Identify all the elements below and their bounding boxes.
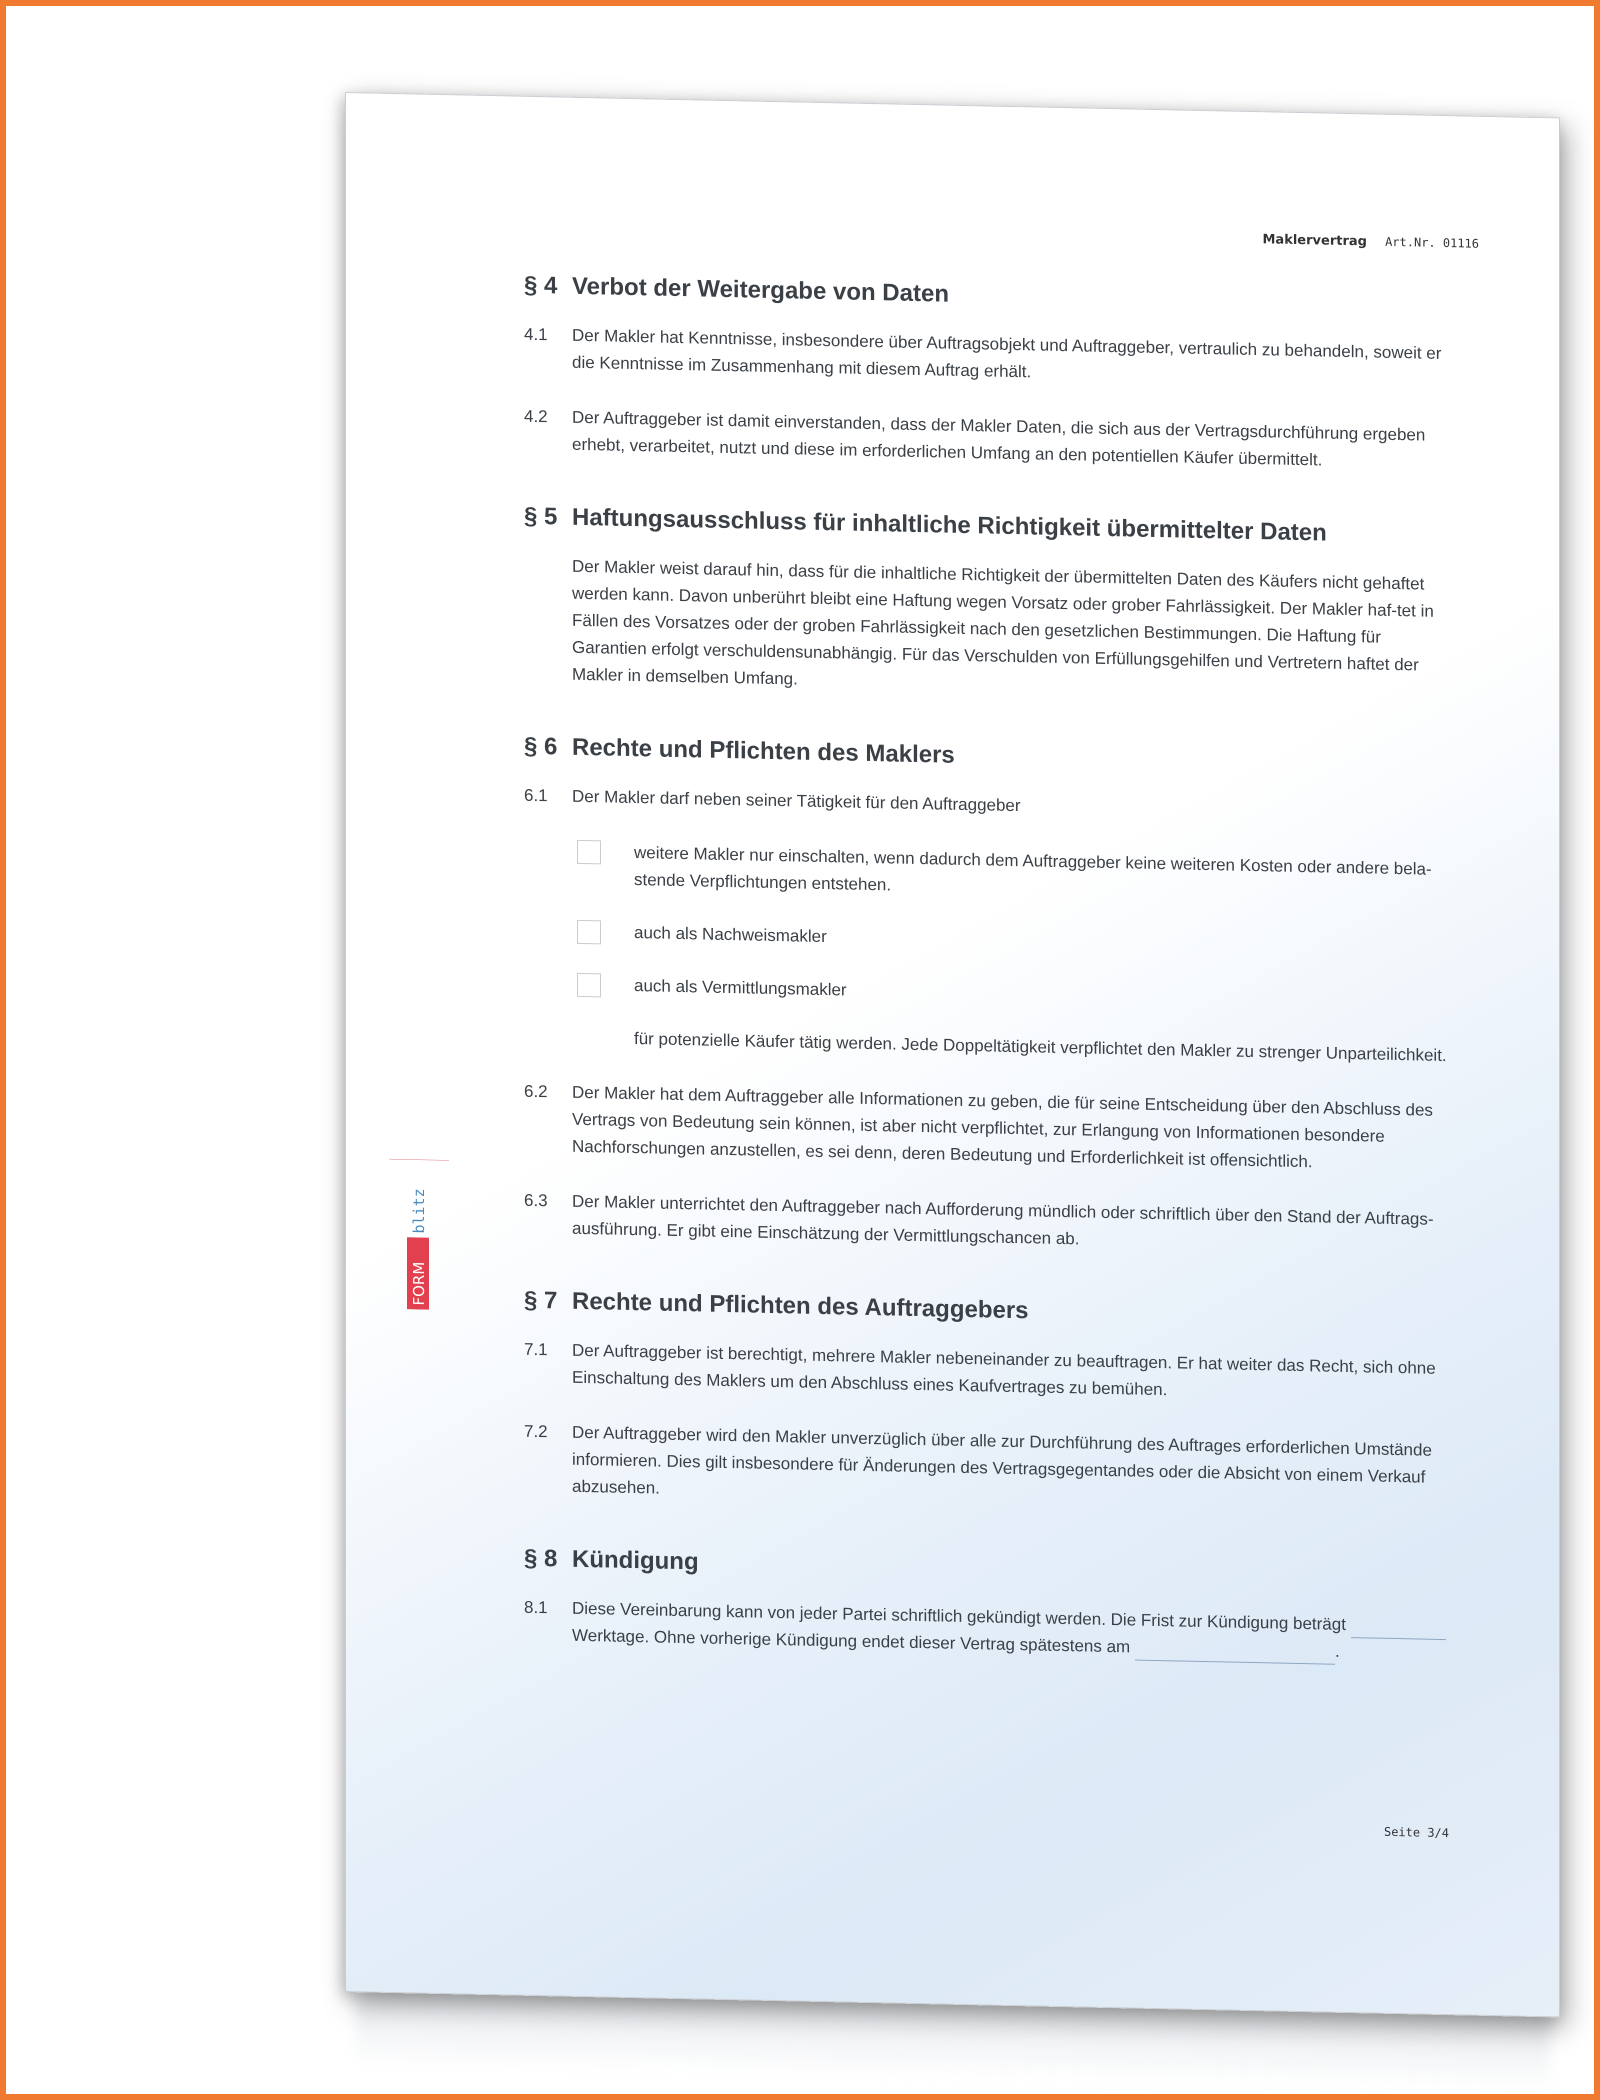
- option-proof-broker: [524, 917, 1454, 963]
- clause-text: Der Makler unterrichtet den Auftraggeber nach Aufforderung mündlich oder schriftlich über den Stand der Auftrags-ausführung. Er gibt eine Einschätzung der Vermittlungschancen ab.: [572, 1191, 1434, 1249]
- section-7-title: Rechte und Pflichten des Auftraggebers: [572, 1287, 1029, 1325]
- option-label: weitere Makler nur einschalten, wenn dadurch dem Auftraggeber keine weiteren Kosten oder andere bela-stende Verpflichtungen entstehen.: [634, 843, 1432, 895]
- clause-text: Der Auftraggeber wird den Makler unverzüglich über alle zur Durchführung des Auftrages erforderlichen Umstände informieren. Dies gilt insbesondere für Änderungen des Vertragsgegentandes oder die Absicht von einem Verkauf abzusehen.: [572, 1422, 1432, 1498]
- section-8-number: § 8: [524, 1544, 558, 1573]
- section-8: [524, 1545, 1454, 1667]
- clause-number: 6.1: [524, 785, 548, 806]
- document-page: [345, 92, 1560, 2017]
- section-7: [524, 1287, 1454, 1518]
- clause-7-2: [524, 1418, 1454, 1518]
- clause-text: Der Auftraggeber ist berechtigt, mehrere Makler nebeneinander zu beauftragen. Er hat weiter das Recht, sich ohne Einschaltung des Maklers um den Abschluss eines Kaufvertrages zu bemühen.: [572, 1340, 1436, 1400]
- section-6-title: Rechte und Pflichten des Maklers: [572, 733, 955, 769]
- clause-number: 7.1: [524, 1339, 548, 1360]
- option-label: auch als Nachweismakler: [634, 923, 827, 947]
- section-5-title: Haftungsausschluss für inhaltliche Richtigkeit übermittelter Daten: [572, 503, 1327, 547]
- page-header: [1262, 232, 1479, 252]
- section-5-text: Der Makler weist darauf hin, dass für die inhaltliche Richtigkeit der übermittelten Daten des Käufers nicht gehaftet werden kann. Davon unberührt bleibt eine Haftung wegen Vorsatz oder grober Fahrlässigkeit. Der Makler haf-tet in Fällen des Vorsatzes oder der groben Fahrlässigkeit nach den gesetzlichen Bestimmungen. Die Haftung für Garantien erfolgt verschuldensunabhängig. Für das Verschulden von Erfüllungsgehilfen und Vertretern haftet der Makler in demselben Umfang.: [572, 556, 1434, 689]
- header-doc-title: Maklervertrag: [1262, 232, 1367, 250]
- option-mediation-broker: [524, 970, 1454, 1016]
- section-7-number: § 7: [524, 1286, 558, 1315]
- option-label: auch als Vermittlungsmakler: [634, 976, 847, 1000]
- clause-text-part3: .: [1334, 1641, 1340, 1661]
- section-4-title: Verbot der Weitergabe von Daten: [572, 272, 949, 308]
- section-8-heading: [524, 1545, 1454, 1591]
- clause-text: Der Makler darf neben seiner Tätigkeit für den Auftraggeber: [572, 786, 1021, 816]
- clause-number: 7.2: [524, 1421, 548, 1442]
- section-4-heading: [524, 272, 1454, 318]
- clause-text-part1: Diese Vereinbarung kann von jeder Partei schriftlich gekündigt werden. Die Frist zur Kündigung beträgt: [572, 1598, 1346, 1634]
- formblitz-logo: [389, 1159, 428, 1306]
- clause-6-2: [524, 1078, 1454, 1178]
- section-4: [524, 272, 1454, 476]
- clause-number: 4.1: [524, 324, 548, 345]
- clause-text-part2: Werktage. Ohne vorherige Kündigung endet dieser Vertrag spätestens am: [572, 1625, 1131, 1657]
- clause-6-3: [524, 1187, 1454, 1260]
- clause-number: 8.1: [524, 1597, 548, 1618]
- checkbox-mediation-broker[interactable]: [577, 973, 601, 998]
- clause-text: Der Makler hat dem Auftraggeber alle Informationen zu geben, die für seine Entscheidung über den Abschluss des Vertrags von Bedeutung sein können, ist aber nicht verpflichtet, zur Erlangung von Informationen besondere Nachforschungen anzustellen, es sei denn, deren Bedeutung und Erforderlichkeit ist offensichtlich.: [572, 1082, 1433, 1172]
- checkbox-further-brokers[interactable]: [577, 840, 601, 865]
- options-continuation-text: für potenzielle Käufer tätig werden. Jede Doppeltätigkeit verpflichtet den Makler zu strenger Unparteilichkeit.: [634, 1029, 1447, 1066]
- section-6-heading: [524, 733, 1454, 779]
- clause-4-2: [524, 403, 1454, 476]
- section-6-number: § 6: [524, 732, 558, 761]
- document-page-wrapper: [345, 92, 1560, 2027]
- page-number: Seite 3/4: [1383, 1824, 1449, 1841]
- clause-text: Der Makler hat Kenntnisse, insbesondere über Auftragsobjekt und Auftraggeber, vertraulich zu behandeln, soweit er die Kenntnisse im Zusammenhang mit diesem Auftrag erhält.: [572, 325, 1442, 382]
- formblitz-logo-graphic: [389, 1159, 449, 1310]
- clause-number: 4.2: [524, 406, 548, 427]
- clause-text: [572, 1595, 1454, 1667]
- svg-text:FORM: FORM: [410, 1261, 428, 1306]
- notice-period-blank[interactable]: [1351, 1619, 1446, 1640]
- checkbox-proof-broker[interactable]: [577, 920, 601, 945]
- clause-4-1: [524, 321, 1454, 394]
- section-6: [524, 733, 1454, 1260]
- clause-7-1: [524, 1336, 1454, 1409]
- clause-8-1: [524, 1594, 1454, 1667]
- section-8-title: Kündigung: [572, 1545, 699, 1576]
- section-7-heading: [524, 1287, 1454, 1333]
- svg-text:blitz: blitz: [410, 1188, 428, 1234]
- document-content: [524, 272, 1454, 1713]
- clause-number: 6.3: [524, 1190, 548, 1211]
- section-5: [524, 503, 1454, 706]
- end-date-blank[interactable]: [1135, 1642, 1335, 1665]
- clause-number: 6.2: [524, 1081, 548, 1102]
- header-article-number: Art.Nr. 01116: [1385, 234, 1479, 251]
- section-5-heading: [524, 503, 1454, 549]
- option-further-brokers: [524, 837, 1454, 910]
- clause-text: Der Auftraggeber ist damit einverstanden, dass der Makler Daten, die sich aus der Vertragsdurchführung ergeben erhebt, verarbeitet, nutzt und diese im erforderlichen Umfang an den potentiellen Käufer übermittelt.: [572, 407, 1426, 470]
- section-4-number: § 4: [524, 271, 558, 300]
- clause-6-1: [524, 782, 1454, 828]
- section-5-number: § 5: [524, 502, 558, 531]
